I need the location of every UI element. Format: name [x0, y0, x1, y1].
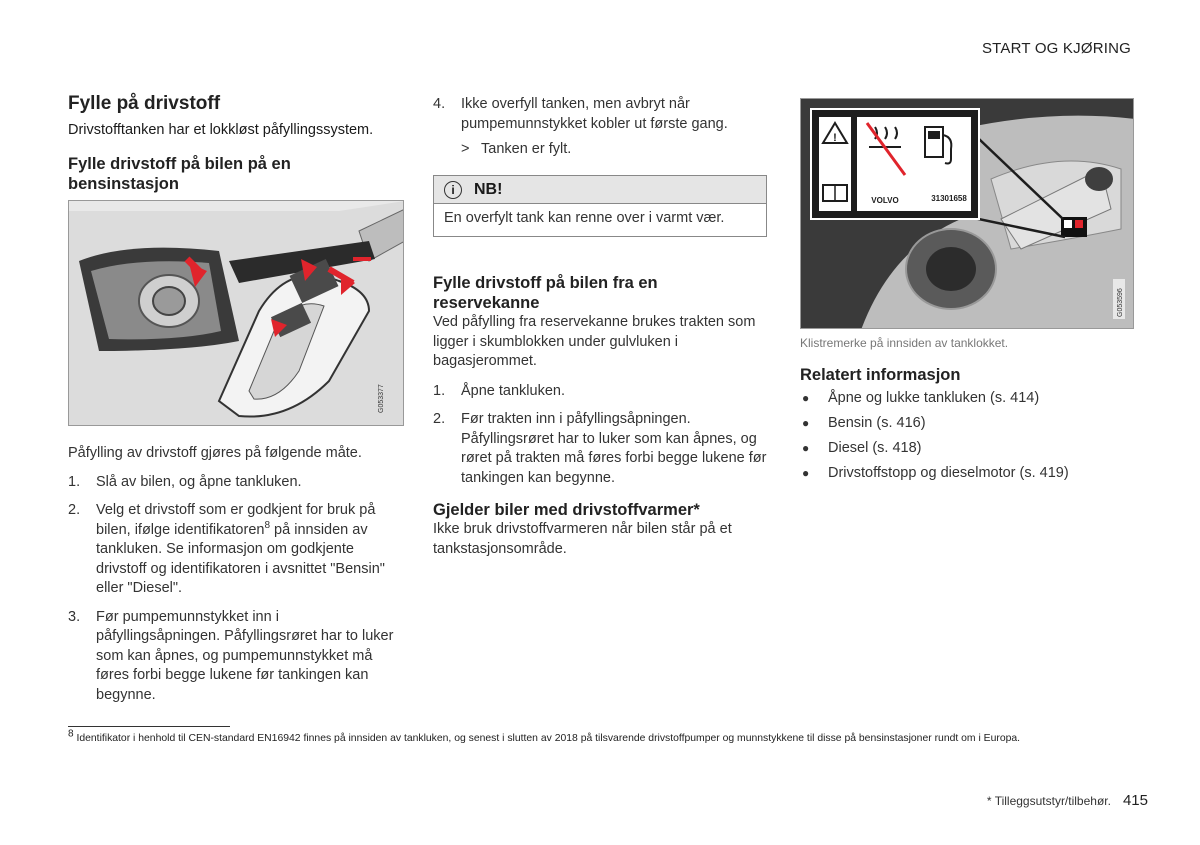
sticker-code: 31301658 — [931, 194, 967, 203]
related-list — [800, 389, 1134, 483]
steps-station — [68, 473, 404, 706]
column-left — [68, 93, 404, 714]
sticker-drawing — [801, 99, 1134, 329]
refuel-nozzle-illustration — [68, 200, 404, 426]
footnote-number: 8 — [68, 728, 74, 740]
related-link-text[interactable]: Diesel (s. 418) — [828, 440, 922, 456]
heater-text: Ikke bruk drivstoffvarmeren når bilen står på et tankstasjonsområde. — [433, 521, 732, 557]
step-text: Åpne tankluken. — [461, 382, 565, 399]
list-item — [433, 95, 767, 134]
canister-text: Ved påfylling fra reservekanne brukes trakten som ligger i skumblokken under gulvluken i bagasjerommet. — [433, 314, 756, 369]
fuel-flap-sticker-photo — [800, 98, 1134, 329]
step-number: 4. — [433, 96, 446, 112]
page-number: 415 — [1122, 792, 1148, 809]
step-result — [461, 141, 767, 157]
bullet-icon: ● — [802, 416, 810, 430]
related-link-bensin[interactable] — [800, 414, 1134, 433]
list-item — [68, 473, 404, 493]
footnote — [68, 728, 1021, 744]
note-title: NB! — [474, 180, 503, 198]
bullet-icon: ● — [802, 391, 810, 405]
figure-code-right: G053596 — [1117, 288, 1124, 317]
footnote-text: Identifikator i henhold til CEN-standard EN16942 finnes på innsiden av tankluken, og senest i slutten av 2018 på tilsvarende drivstoffpumper og munnstykkene til disse på bensinstasjoner rundt om i Europa. — [76, 733, 1021, 744]
related-link-text[interactable]: Bensin (s. 416) — [828, 415, 926, 431]
related-link-text[interactable]: Åpne og lukke tankluken (s. 414) — [828, 390, 1040, 406]
note-header — [434, 176, 766, 204]
step-number: 2. — [433, 411, 446, 427]
list-item — [68, 501, 404, 599]
related-link-tankluken[interactable] — [800, 389, 1134, 408]
info-icon: i — [444, 181, 462, 199]
step-text: Før pumpemunnstykket inn i påfyllingsåpningen. Påfyllingsrøret har to luker som kan åpnes, og pumpemunnstykket må føres forbi begge lukene før tankingen kan begynne. — [96, 608, 394, 703]
step-text-part: Velg et drivstoff som er godkjent for bruk på bilen, ifølge identifikatoren — [96, 502, 376, 538]
lead-text: Drivstofftanken har et lokkløst påfyllingssystem. — [68, 122, 374, 138]
step-text: Slå av bilen, og åpne tankluken. — [96, 473, 302, 490]
page-footer — [987, 792, 1148, 809]
column-middle — [433, 95, 767, 559]
step-text: Ikke overfyll tanken, men avbryt når pumpemunnstykket kobler ut første gang. — [461, 96, 728, 132]
page-title: Fylle på drivstoff — [68, 93, 221, 114]
step-text — [96, 501, 404, 599]
related-link-drivstoffstopp[interactable] — [800, 464, 1134, 483]
section-heading-canister: Fylle drivstoff på bilen fra en reservekanne — [433, 274, 658, 312]
steps-canister — [433, 382, 767, 489]
figure-code-left: G053377 — [378, 384, 385, 413]
step-text-part: på innsiden av tankluken. Se informasjon om godkjente drivstoff og identifikatoren i avsnittet "Bensin" eller "Diesel". — [96, 521, 385, 596]
accessory-note: * Tilleggsutstyr/tilbehør. — [986, 794, 1111, 808]
note-box — [433, 175, 767, 237]
footnote-ref[interactable]: 8 — [264, 519, 271, 531]
related-link-diesel[interactable] — [800, 439, 1134, 458]
footnote-divider — [68, 726, 230, 727]
section-heading-heater: Gjelder biler med drivstoffvarmer* — [433, 501, 700, 519]
step-number: 2. — [68, 502, 81, 518]
note-body: En overfylt tank kan renne over i varmt vær. — [444, 210, 725, 226]
bullet-icon: ● — [802, 441, 810, 455]
bullet-icon: ● — [802, 466, 810, 480]
figure-caption: Klistremerke på innsiden av tanklokket. — [800, 336, 1009, 350]
step-text: Før trakten inn i påfyllingsåpningen. Påfyllingsrøret har to luker som kan åpnes, og røret på trakten må føres forbi begge lukene før tankingen kan begynne. — [461, 411, 767, 486]
intro-text: Påfylling av drivstoff gjøres på følgende måte. — [68, 445, 362, 461]
result-text: Tanken er fylt. — [481, 141, 572, 157]
column-right — [800, 98, 1134, 489]
related-heading: Relatert informasjon — [800, 366, 961, 384]
section-heading-station: Fylle drivstoff på bilen på en bensinstasjon — [68, 155, 291, 193]
step-number: 1. — [433, 382, 446, 399]
svg-text:!: ! — [833, 132, 837, 144]
list-item — [68, 608, 404, 706]
sticker-brand: VOLVO — [871, 196, 899, 205]
step-number: 3. — [68, 608, 81, 625]
steps-station-continued — [433, 95, 767, 134]
related-link-text[interactable]: Drivstoffstopp og dieselmotor (s. 419) — [828, 465, 1069, 481]
result-arrow-icon: > — [461, 141, 470, 157]
list-item — [433, 410, 767, 488]
running-header: START OG KJØRING — [981, 40, 1131, 57]
list-item — [433, 382, 767, 402]
nozzle-insertion-drawing — [69, 201, 404, 426]
step-number: 1. — [68, 473, 81, 490]
